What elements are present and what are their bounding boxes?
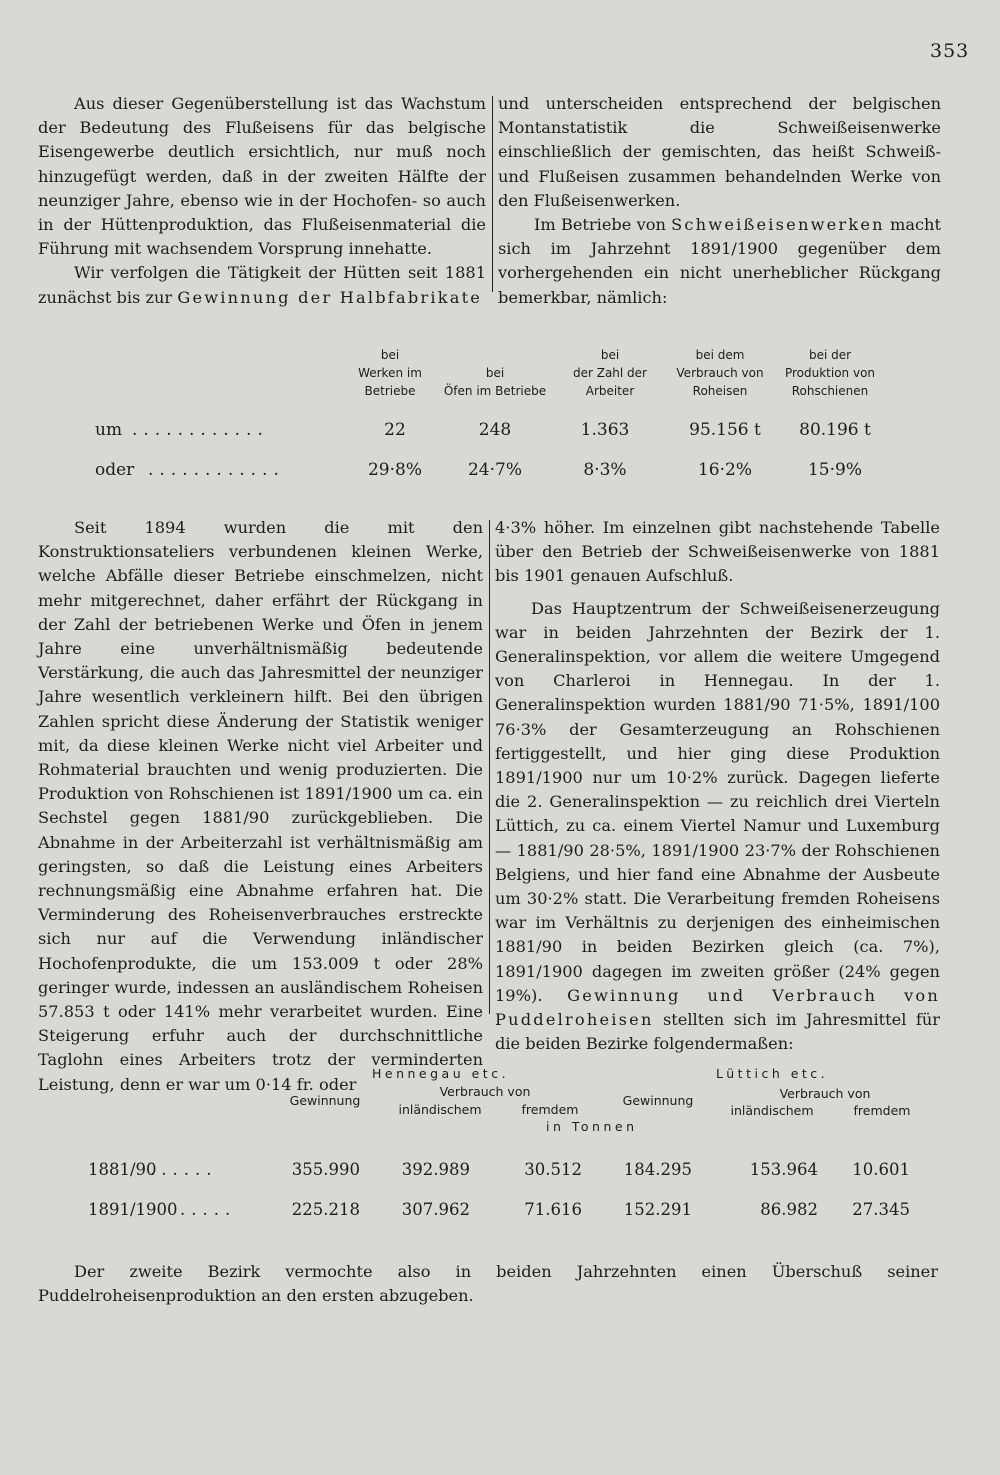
column-divider bbox=[492, 96, 493, 292]
paragraph: Aus dieser Gegenüberstellung ist das Wachstum der Bedeutung des Flußeisens für das belgische Eisengewerbe deutlich ersichtlich, nur muß noch hinzugefügt werden, daß in der zweiten Hälfte der neunziger Jahre, ebenso wie in der Hochofen- so auch in der Hüttenproduktion, das Flußeisenmaterial die Führung mit wachsendem Vorsprung innehatte. bbox=[38, 94, 486, 259]
table-cell: 8·3% bbox=[583, 460, 627, 480]
header-line: der Zahl der bbox=[572, 366, 647, 380]
row-label: oder bbox=[95, 460, 135, 480]
paragraph bbox=[495, 597, 940, 1057]
column-header: inländischem bbox=[730, 1103, 814, 1118]
paragraph: und unterscheiden entsprechend der belgischen Montanstatistik die Schweißeisenwerke einschließlich der gemischten, das heißt Schweiß- und Flußeisen zusammen behandelnden Werke von den Flußeisenwerken. bbox=[498, 94, 941, 210]
column-header: Gewinnung bbox=[289, 1093, 361, 1108]
paragraph bbox=[38, 261, 486, 309]
right-column-top bbox=[498, 92, 941, 310]
table-cell: 27.345 bbox=[852, 1200, 910, 1219]
table-cell: 184.295 bbox=[623, 1160, 692, 1179]
leader-dots: ...... bbox=[150, 1160, 218, 1179]
header-line: Roheisen bbox=[692, 384, 748, 398]
table-cell: 24·7% bbox=[467, 460, 522, 480]
column-header: inländischem bbox=[398, 1102, 482, 1117]
paragraph: 4·3% höher. Im einzelnen gibt nachstehende Tabelle über den Betrieb der Schweißeisenwerke von 1881 bis 1901 genauen Aufschluß. bbox=[495, 518, 940, 586]
column-header: fremdem bbox=[521, 1102, 579, 1117]
table-cell: 30.512 bbox=[524, 1160, 582, 1179]
column-header: Verbrauch von bbox=[439, 1084, 531, 1099]
header-line: Werken im bbox=[358, 366, 422, 380]
header-line: Öfen im Betriebe bbox=[443, 384, 547, 398]
group-header: Hennegau etc. bbox=[372, 1066, 510, 1081]
left-column-mid bbox=[38, 516, 483, 1097]
right-column-mid bbox=[495, 516, 940, 1056]
header-line: bei dem bbox=[695, 348, 745, 362]
paragraph bbox=[498, 213, 941, 310]
column-header bbox=[660, 346, 780, 400]
header-line: Produktion von bbox=[784, 366, 876, 380]
text-run: Wir verfolgen die Tätigkeit der Hütten seit 1881 zunächst bis zur bbox=[38, 263, 486, 307]
paragraph: Seit 1894 wurden die mit den Konstruktionsateliers verbundenen kleinen Werke, welche Abfälle dieser Betriebe einschmelzen, nicht mehr mitgerechnet, daher erfährt der Rückgang in der Zahl der betriebenen Werke und Öfen in jenem Jahre eine unverhältnismäßig bedeutende Verstärkung, die auch das Jahresmittel der neunziger Jahre wesentlich verkleinern hilft. Bei den übrigen Zahlen spricht diese Änderung der Statistik weniger mit, da diese kleinen Werke nicht viel Arbeiter und Rohmaterial brauchten und wenig produzierten. Die Produktion von Rohschienen ist 1891/1900 um ca. ein Sechstel gegen 1881/90 zurückgeblieben. Die Abnahme in der Arbeiterzahl ist verhältnismäßig am geringsten, so daß die Leistung eines Arbeiters rechnungsmäßig eine Abnahme erfahren hat. Die Verminderung des Roheisenverbrauches erstreckte sich nur auf die Verwendung inländischer Hochofenprodukte, die um 153.009 t oder 28% geringer wurde, indessen an ausländischem Roheisen 57.853 t oder 141% mehr verarbeitet wurden. Eine Steigerung erfuhr auch der durchschnittliche Taglohn eines Arbeiters trotz der verminderten Leistung, denn er war um 0·14 fr. oder bbox=[38, 518, 483, 1094]
table-cell: 152.291 bbox=[623, 1200, 692, 1219]
table-cell: 307.962 bbox=[401, 1200, 470, 1219]
header-line: Arbeiter bbox=[585, 384, 635, 398]
header-line: Verbrauch von bbox=[676, 366, 764, 380]
column-header: fremdem bbox=[853, 1103, 911, 1118]
text-run: macht sich im Jahrzehnt 1891/1900 gegenüber dem vorhergehenden ein nicht unerheblicher Rückgang bemerkbar, nämlich: bbox=[498, 215, 941, 307]
table-cell: 153.964 bbox=[749, 1160, 818, 1179]
page-number: 353 bbox=[930, 40, 970, 62]
row-label: 1891/1900 bbox=[88, 1200, 178, 1219]
text-run: Das Hauptzentrum der Schweißeisenerzeugung war in beiden Jahrzehnten der Bezirk der 1. Generalinspektion, vor allem die weitere Umgegend von Charleroi in Hennegau. In der 1. Generalinspektion wurden 1881/90 71·5%, 1891/100 76·3% der Gesamterzeugung an Rohschienen fertiggestellt, und hier ging diese Produktion 1891/1900 nur um 10·2% zurück. Dagegen lieferte die 2. Generalinspektion — zu reichlich drei Vierteln Lüttich, zu ca. einem Viertel Namur und Luxemburg — 1881/90 28·5%, 1891/1900 23·7% der Rohschienen Belgiens, und hier fand eine Abnahme der Ausbeute um 30·2% statt. Die Verarbeitung fremden Roheisens war im Verhältnis zu derjenigen des einheimischen 1881/90 in beiden Bezirken gleich (ca. 7%), 1891/1900 dagegen im zweiten größer (24% gegen 19%). bbox=[495, 598, 940, 1005]
table-row bbox=[0, 460, 1000, 484]
leader-dots: ............ bbox=[148, 460, 285, 480]
column-divider bbox=[489, 520, 490, 1014]
table-cell: 392.989 bbox=[401, 1160, 470, 1179]
row-label: 1881/90 bbox=[88, 1160, 157, 1179]
column-header bbox=[550, 346, 670, 400]
row-label: um bbox=[95, 420, 123, 440]
group-header: Lüttich etc. bbox=[716, 1066, 829, 1081]
table-cell: 71.616 bbox=[524, 1200, 582, 1219]
leader-dots: ..... bbox=[180, 1200, 237, 1219]
paragraph: Der zweite Bezirk vermochte also in beiden Jahrzehnten einen Überschuß seiner Puddelroheisenproduktion an den ersten abzugeben. bbox=[38, 1262, 938, 1306]
column-header bbox=[770, 346, 890, 400]
text-run: Im Betriebe von bbox=[534, 215, 672, 235]
leader-dots: ............ bbox=[132, 420, 269, 440]
spaced-heading: Gewinnung der Halbfabrikate bbox=[177, 287, 483, 307]
header-line: bei der bbox=[808, 348, 852, 362]
table-cell: 29·8% bbox=[367, 460, 422, 480]
column-header bbox=[430, 364, 560, 400]
table-cell: 80.196 t bbox=[799, 420, 871, 440]
spaced-heading: Schweißeisenwerken bbox=[671, 215, 885, 235]
header-line: Betriebe bbox=[364, 384, 416, 398]
table-cell: 16·2% bbox=[697, 460, 752, 480]
header-line: Rohschienen bbox=[791, 384, 869, 398]
header-line: bei bbox=[380, 348, 400, 362]
table-cell: 225.218 bbox=[291, 1200, 360, 1219]
text-run: stellten sich im Jahresmittel für die beiden Bezirke folgendermaßen: bbox=[495, 1010, 940, 1054]
column-header: Verbrauch von bbox=[779, 1086, 871, 1101]
table-cell: 355.990 bbox=[291, 1160, 360, 1179]
closing-text bbox=[38, 1260, 938, 1308]
header-line: bei bbox=[485, 366, 505, 380]
table-cell: 86.982 bbox=[760, 1200, 818, 1219]
table-cell: 10.601 bbox=[852, 1160, 910, 1179]
table-cell: 15·9% bbox=[807, 460, 862, 480]
unit-label: in Tonnen bbox=[546, 1119, 638, 1134]
left-column-top bbox=[38, 92, 486, 310]
column-header: Gewinnung bbox=[622, 1093, 694, 1108]
header-line: bei bbox=[600, 348, 620, 362]
table-cell: 248 bbox=[478, 420, 512, 440]
table-cell: 95.156 t bbox=[689, 420, 761, 440]
table-cell: 22 bbox=[384, 420, 406, 440]
spaced-heading: Gewinnung und Verbrauch von Puddelroheisen bbox=[495, 985, 940, 1030]
table-row bbox=[0, 420, 1000, 444]
table-cell: 1.363 bbox=[580, 420, 630, 440]
